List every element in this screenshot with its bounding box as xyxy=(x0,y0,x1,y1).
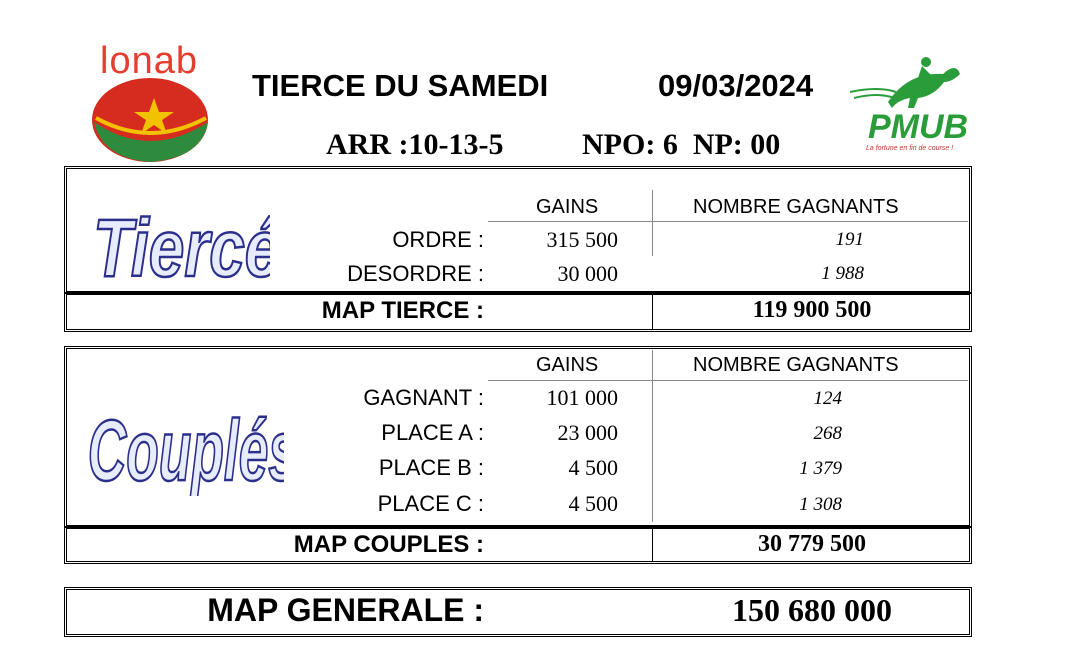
page-title: TIERCE DU SAMEDI xyxy=(252,68,549,103)
tierce-row-count: 191 xyxy=(835,229,864,250)
couples-col-gagnants: NOMBRE GAGNANTS xyxy=(693,354,899,376)
arrivee: ARR :10-13-5 xyxy=(326,128,504,161)
pmub-slogan: La fortune en fin de course ! xyxy=(866,145,954,152)
pmub-logo-text: PMUB xyxy=(868,108,969,146)
tierce-title-text: Tiercé xyxy=(93,201,270,288)
map-generale-value: 150 680 000 xyxy=(732,592,892,628)
couples-col-divider xyxy=(652,350,653,522)
tierce-col-gains: GAINS xyxy=(536,196,599,218)
tierce-row-gain: 30 000 xyxy=(557,261,618,286)
map-couples-value: 30 779 500 xyxy=(758,531,866,557)
couples-row-count: 124 xyxy=(813,388,842,409)
map-tierce-label: MAP TIERCE : xyxy=(321,297,484,324)
couples-row-gain: 101 000 xyxy=(546,385,618,410)
tierce-row-gain: 315 500 xyxy=(546,227,618,252)
tierce-header-line xyxy=(488,221,968,222)
couples-header-line xyxy=(488,380,968,381)
couples-col-gains: GAINS xyxy=(536,354,599,376)
tierce-col-divider xyxy=(652,190,653,256)
map-couples-label: MAP COUPLES : xyxy=(293,531,484,558)
couples-row-label: PLACE B : xyxy=(378,455,484,480)
map-tierce-value: 119 900 500 xyxy=(752,297,872,323)
lonab-logo-text: lonab xyxy=(100,40,198,82)
race-date: 09/03/2024 xyxy=(658,68,814,103)
map-generale-label: MAP GENERALE : xyxy=(207,592,484,628)
couples-row-gain: 4 500 xyxy=(568,491,618,516)
couples-title-text: Couplés xyxy=(87,403,284,496)
tierce-row-label: ORDRE : xyxy=(392,227,484,252)
couples-row-gain: 23 000 xyxy=(557,420,618,445)
npo-np: NPO: 6 NP: 00 xyxy=(582,128,781,161)
couples-row-label: PLACE A : xyxy=(381,420,484,445)
tierce-row-label: DESORDRE : xyxy=(347,261,484,286)
couples-row-gain: 4 500 xyxy=(568,455,618,480)
jockey-horse-icon xyxy=(848,52,968,110)
couples-row-count: 1 379 xyxy=(799,458,842,479)
couples-row-label: GAGNANT : xyxy=(363,385,484,410)
couples-row-label: PLACE C : xyxy=(377,491,484,516)
couples-row-count: 1 308 xyxy=(799,494,842,515)
tierce-row-count: 1 988 xyxy=(821,263,864,284)
pmub-logo xyxy=(848,52,968,110)
couples-row-count: 268 xyxy=(813,423,842,444)
tierce-col-gagnants: NOMBRE GAGNANTS xyxy=(693,196,899,218)
